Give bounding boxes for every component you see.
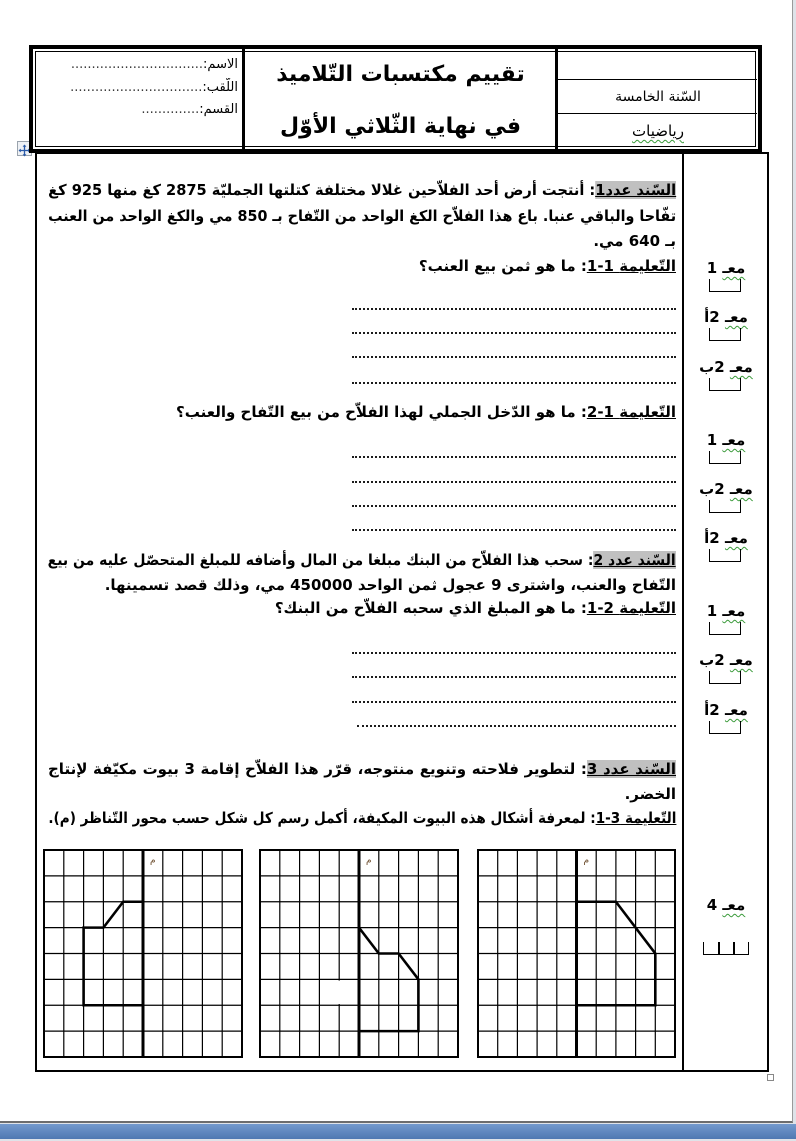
criterion-prefix: معـ — [722, 602, 746, 620]
subject — [559, 120, 757, 142]
section-number: 1 — [595, 181, 606, 199]
symmetry-axis-label: م — [583, 856, 590, 866]
section-number: 2 — [593, 551, 604, 569]
criterion-prefix: معـ — [729, 651, 753, 669]
colon: : — [584, 181, 596, 199]
score-box — [709, 378, 741, 391]
criterion-code: 1 — [706, 602, 718, 620]
criterion-label — [683, 258, 769, 278]
criterion-code: 4 — [706, 896, 718, 914]
symmetry-grid-3 — [477, 849, 676, 1058]
answer-line — [352, 652, 676, 654]
score-box — [709, 328, 741, 341]
answer-line — [352, 676, 676, 678]
criterion-label — [683, 895, 769, 915]
section-label-text: السّند عدد — [597, 760, 676, 778]
score-box-divider — [718, 942, 720, 954]
criterion-label — [683, 479, 769, 499]
score-box-divider — [733, 942, 735, 954]
colon: : — [575, 403, 587, 421]
score-box — [709, 721, 741, 734]
question-number: 1-3 — [595, 809, 620, 827]
header-divider — [555, 49, 558, 149]
symmetry-grid-2 — [259, 849, 459, 1058]
symmetry-axis-label: م — [366, 856, 372, 866]
section-1-line-3 — [48, 229, 676, 254]
criterion-label — [683, 357, 769, 377]
criterion-prefix: معـ — [722, 431, 746, 449]
header-row-divider — [558, 113, 757, 114]
question-label — [587, 599, 676, 617]
question-label-text: التّعليمة — [624, 809, 676, 827]
criterion-code: 2أ — [704, 529, 720, 547]
header-divider — [242, 49, 245, 149]
section-2-label — [594, 551, 676, 569]
criterion-label — [683, 650, 769, 670]
criterion-prefix: معـ — [729, 358, 753, 376]
section-label-text: السّند عدد — [605, 181, 676, 199]
question-text: ما هو الدّخل الجملي لهذا الفلاّح من بيع التّفاح والعنب؟ — [176, 403, 576, 421]
colon: : — [583, 551, 594, 569]
section-1-line-1 — [48, 178, 676, 203]
criterion-code: 2أ — [704, 308, 720, 326]
question-number: 1-1 — [586, 257, 614, 275]
subject-text: رياضيات — [632, 122, 684, 140]
question-label-text: التّعليمة — [619, 599, 676, 617]
score-box — [709, 671, 741, 684]
table-resize-handle[interactable] — [767, 1074, 774, 1081]
answer-line — [352, 332, 676, 334]
answer-line — [352, 456, 676, 458]
section-number: 3 — [586, 760, 598, 778]
criterion-code: 2ب — [699, 651, 725, 669]
exam-subtitle: في نهاية الثّلاثي الأوّل — [280, 114, 521, 139]
criterion-code: 1 — [706, 431, 718, 449]
criterion-prefix: معـ — [724, 308, 748, 326]
exam-title: تقييم مكتسبات التّلاميذ — [276, 62, 525, 87]
answer-line — [352, 481, 676, 483]
question-number: 1-2 — [586, 599, 614, 617]
criterion-code: 2ب — [699, 358, 725, 376]
score-box — [709, 549, 741, 562]
section-text: تفّاحا والباقي عنبا. باع هذا الفلاّح الكغ الواحد من التّفاح بـ 850 مي والكغ الواحد من العنب — [48, 207, 676, 225]
colon: : — [585, 809, 596, 827]
question-text: لمعرفة أشكال هذه البيوت المكيفة، أكمل رسم كل شكل حسب محور التّناظر (م). — [47, 809, 586, 827]
section-1-label — [595, 181, 676, 199]
answer-line — [352, 529, 676, 531]
criterion-code: 1 — [706, 259, 718, 277]
class-label: القسم: — [199, 102, 238, 117]
section-text: أنتجت أرض أحد الفلاّحين غلالا مختلفة كتلتها الجمليّة 2875 كغ منها 925 كغ — [47, 181, 585, 199]
header-row-divider — [558, 79, 757, 80]
answer-line — [352, 308, 676, 310]
criterion-label — [683, 601, 769, 621]
question-text: ما هو المبلغ الذي سحبه الفلاّح من البنك؟ — [274, 599, 576, 617]
section-3-line-2 — [48, 782, 676, 807]
class-dots: .............. — [141, 102, 200, 117]
score-box — [709, 279, 741, 292]
criterion-label — [683, 430, 769, 450]
question-label — [587, 257, 676, 275]
student-surname-field — [36, 78, 238, 98]
question-label-text: التّعليمة — [619, 403, 676, 421]
name-label: الاسم: — [203, 57, 238, 72]
criterion-prefix: معـ — [729, 480, 753, 498]
question-1-1 — [48, 254, 676, 279]
score-box — [709, 500, 741, 513]
colon: : — [575, 599, 587, 617]
answer-line — [352, 701, 676, 703]
colon: : — [575, 760, 587, 778]
question-label-text: التّعليمة — [619, 257, 676, 275]
section-2-line-2 — [48, 573, 676, 598]
criterion-code: 2أ — [704, 701, 720, 719]
section-1-line-2 — [48, 204, 676, 229]
criterion-code: 2ب — [699, 480, 725, 498]
score-box — [709, 451, 741, 464]
surname-label: اللّقب: — [202, 80, 238, 95]
symmetry-grid-1 — [43, 849, 243, 1058]
section-3-line-1 — [48, 757, 676, 782]
question-text: ما هو ثمن بيع العنب؟ — [418, 257, 576, 275]
symmetry-axis-label: م — [150, 856, 156, 866]
section-3-label — [587, 760, 676, 778]
surname-dots: ................................ — [70, 80, 203, 95]
criterion-label — [683, 307, 769, 327]
answer-line — [352, 505, 676, 507]
criterion-prefix: معـ — [722, 896, 746, 914]
colon: : — [575, 257, 587, 275]
criterion-label — [683, 528, 769, 548]
section-text: الخضر. — [624, 785, 676, 803]
score-box-triple — [703, 942, 749, 955]
name-dots: ................................ — [70, 57, 204, 72]
status-bar — [0, 1124, 796, 1139]
section-text: سحب هذا الفلاّح من البنك مبلغا من المال وأضافه للمبلغ المتحصّل عليه من بيع — [48, 551, 584, 569]
section-text: التّفاح والعنب، واشترى 9 عجول ثمن الواحد 450000 مي، وذلك قصد تسمينها. — [104, 576, 676, 594]
question-number: 2-1 — [586, 403, 614, 421]
question-2-1 — [48, 596, 676, 621]
question-label — [587, 403, 676, 421]
criterion-prefix: معـ — [724, 529, 748, 547]
section-text: بـ 640 مي. — [593, 232, 676, 250]
section-2-line-1 — [48, 548, 676, 573]
grade-level — [559, 86, 757, 108]
answer-line — [352, 356, 676, 358]
student-class-field — [36, 100, 238, 120]
student-name-field — [36, 55, 238, 75]
question-1-2 — [48, 400, 676, 425]
section-text: لتطوير فلاحته وتنويع منتوجه، قرّر هذا الفلاّح إقامة 3 بيوت مكيّفة لإنتاج — [48, 760, 576, 778]
section-label-text: السّند عدد — [603, 551, 676, 569]
score-box — [709, 622, 741, 635]
criterion-label — [683, 700, 769, 720]
answer-line — [357, 725, 676, 727]
criterion-prefix: معـ — [724, 701, 748, 719]
answer-line — [352, 382, 676, 384]
question-3-1 — [48, 806, 676, 831]
grade-text: السّنة الخامسة — [615, 89, 701, 105]
question-label — [595, 809, 676, 827]
criterion-prefix: معـ — [722, 259, 746, 277]
